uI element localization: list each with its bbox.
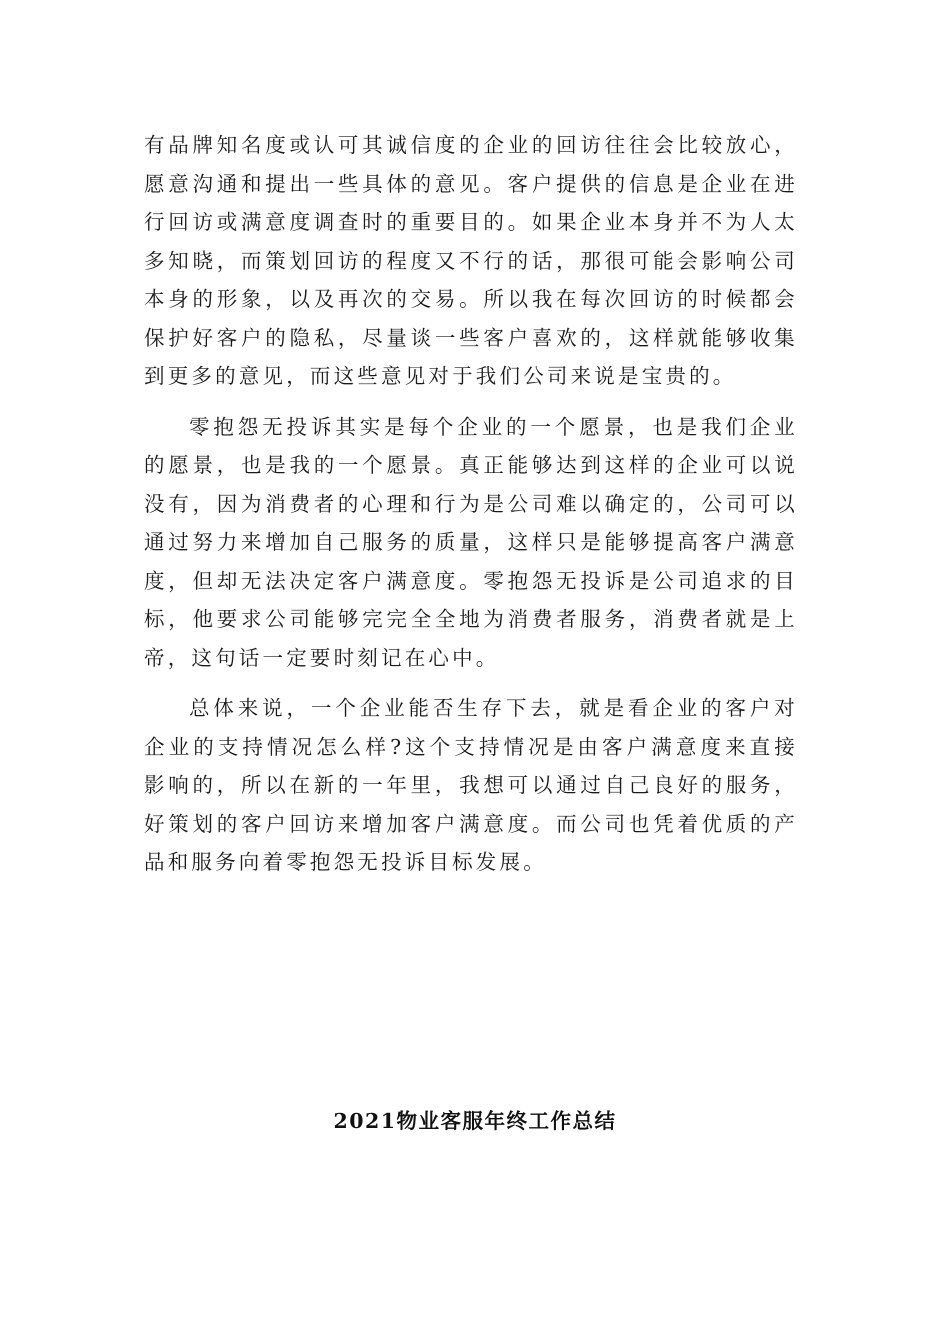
section-title: 2021物业客服年终工作总结 xyxy=(333,1109,617,1133)
document-body xyxy=(144,126,798,894)
paragraph-3: 总体来说，一个企业能否生存下去，就是看企业的客户对企业的支持情况怎么样?这个支持情况是由客户满意度来直接影响的，所以在新的一年里，我想可以通过自己良好的服务，好策划的客户回访来增加客户满意度。而公司也凭着优质的产品和服务向着零抱怨无投诉目标发展。 xyxy=(144,696,798,874)
paragraph-1: 有品牌知名度或认可其诚信度的企业的回访往往会比较放心，愿意沟通和提出一些具体的意见。客户提供的信息是企业在进行回访或满意度调查时的重要目的。如果企业本身并不为人太多知晓，而策划回访的程度又不行的话，那很可能会影响公司本身的形象，以及再次的交易。所以我在每次回访的时候都会保护好客户的隐私，尽量谈一些客户喜欢的，这样就能够收集到更多的意见，而这些意见对于我们公司来说是宝贵的。 xyxy=(144,133,798,388)
paragraph-2: 零抱怨无投诉其实是每个企业的一个愿景，也是我们企业的愿景，也是我的一个愿景。真正能够达到这样的企业可以说没有，因为消费者的心理和行为是公司难以确定的，公司可以通过努力来增加自己服务的质量，这样只是能够提高客户满意度，但却无法决定客户满意度。零抱怨无投诉是公司追求的目标，他要求公司能够完完全全地为消费者服务，消费者就是上帝，这句话一定要时刻记在心中。 xyxy=(144,414,798,670)
